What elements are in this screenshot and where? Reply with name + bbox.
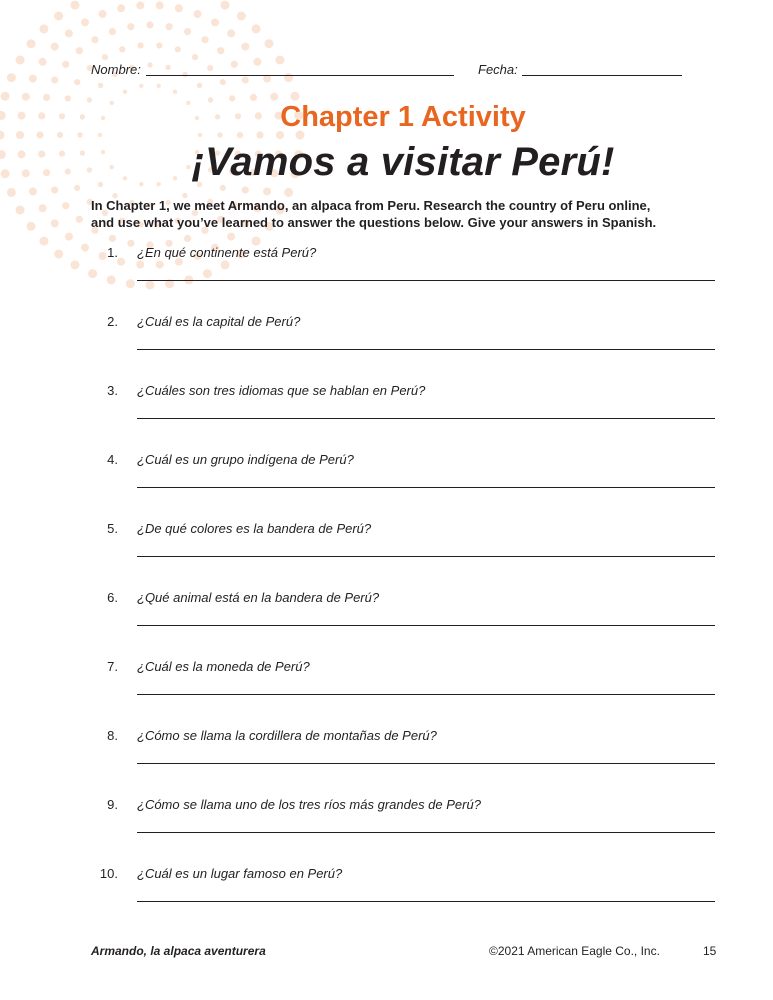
question-number: 1. — [107, 245, 118, 260]
answer-line[interactable] — [137, 901, 715, 902]
question-text: ¿De qué colores es la bandera de Perú? — [137, 521, 372, 536]
answer-line[interactable] — [137, 556, 715, 557]
question-number: 4. — [107, 452, 118, 467]
question-number: 5. — [107, 521, 118, 536]
question-text: ¿Cuál es la moneda de Perú? — [137, 659, 310, 674]
chapter-subtitle: Chapter 1 Activity — [280, 101, 526, 133]
question-item — [0, 728, 773, 778]
question-item — [0, 590, 773, 640]
footer-book-title: Armando, la alpaca aventurera — [91, 944, 266, 958]
answer-line[interactable] — [137, 418, 715, 419]
question-text: ¿Cómo se llama la cordillera de montañas de Perú? — [137, 728, 437, 743]
question-item — [0, 797, 773, 847]
footer-copyright: ©2021 American Eagle Co., Inc. — [489, 944, 660, 958]
question-text: ¿Cuál es la capital de Perú? — [137, 314, 301, 329]
date-field[interactable] — [522, 75, 682, 76]
question-text: ¿Qué animal está en la bandera de Perú? — [137, 590, 380, 605]
question-item — [0, 245, 773, 295]
question-item — [0, 866, 773, 916]
answer-line[interactable] — [137, 763, 715, 764]
answer-line[interactable] — [137, 349, 715, 350]
question-item — [0, 383, 773, 433]
question-text: ¿En qué continente está Perú? — [137, 245, 317, 260]
question-number: 3. — [107, 383, 118, 398]
question-number: 10. — [99, 866, 118, 881]
intro-line-1: In Chapter 1, we meet Armando, an alpaca from Peru. Research the country of Peru online, — [91, 198, 651, 213]
question-number: 8. — [107, 728, 118, 743]
page-title: ¡Vamos a visitar Perú! — [191, 140, 615, 184]
answer-line[interactable] — [137, 280, 715, 281]
question-number: 6. — [107, 590, 118, 605]
question-item — [0, 452, 773, 502]
question-item — [0, 314, 773, 364]
intro-paragraph — [91, 197, 711, 231]
name-field[interactable] — [146, 75, 454, 76]
question-text: ¿Cuál es un lugar famoso en Perú? — [137, 866, 343, 881]
answer-line[interactable] — [137, 625, 715, 626]
answer-line[interactable] — [137, 487, 715, 488]
name-label: Nombre: — [91, 62, 141, 77]
header-fields — [91, 62, 691, 82]
question-text: ¿Cómo se llama uno de los tres ríos más grandes de Perú? — [137, 797, 481, 812]
question-number: 7. — [107, 659, 118, 674]
answer-line[interactable] — [137, 694, 715, 695]
question-text: ¿Cuál es un grupo indígena de Perú? — [137, 452, 354, 467]
date-label: Fecha: — [478, 62, 518, 77]
question-text: ¿Cuáles son tres idiomas que se hablan en Perú? — [137, 383, 426, 398]
page-number: 15 — [703, 944, 717, 958]
question-number: 2. — [107, 314, 118, 329]
question-item — [0, 521, 773, 571]
question-number: 9. — [107, 797, 118, 812]
question-item — [0, 659, 773, 709]
answer-line[interactable] — [137, 832, 715, 833]
intro-line-2: and use what you’ve learned to answer the questions below. Give your answers in Spanish. — [91, 215, 657, 230]
